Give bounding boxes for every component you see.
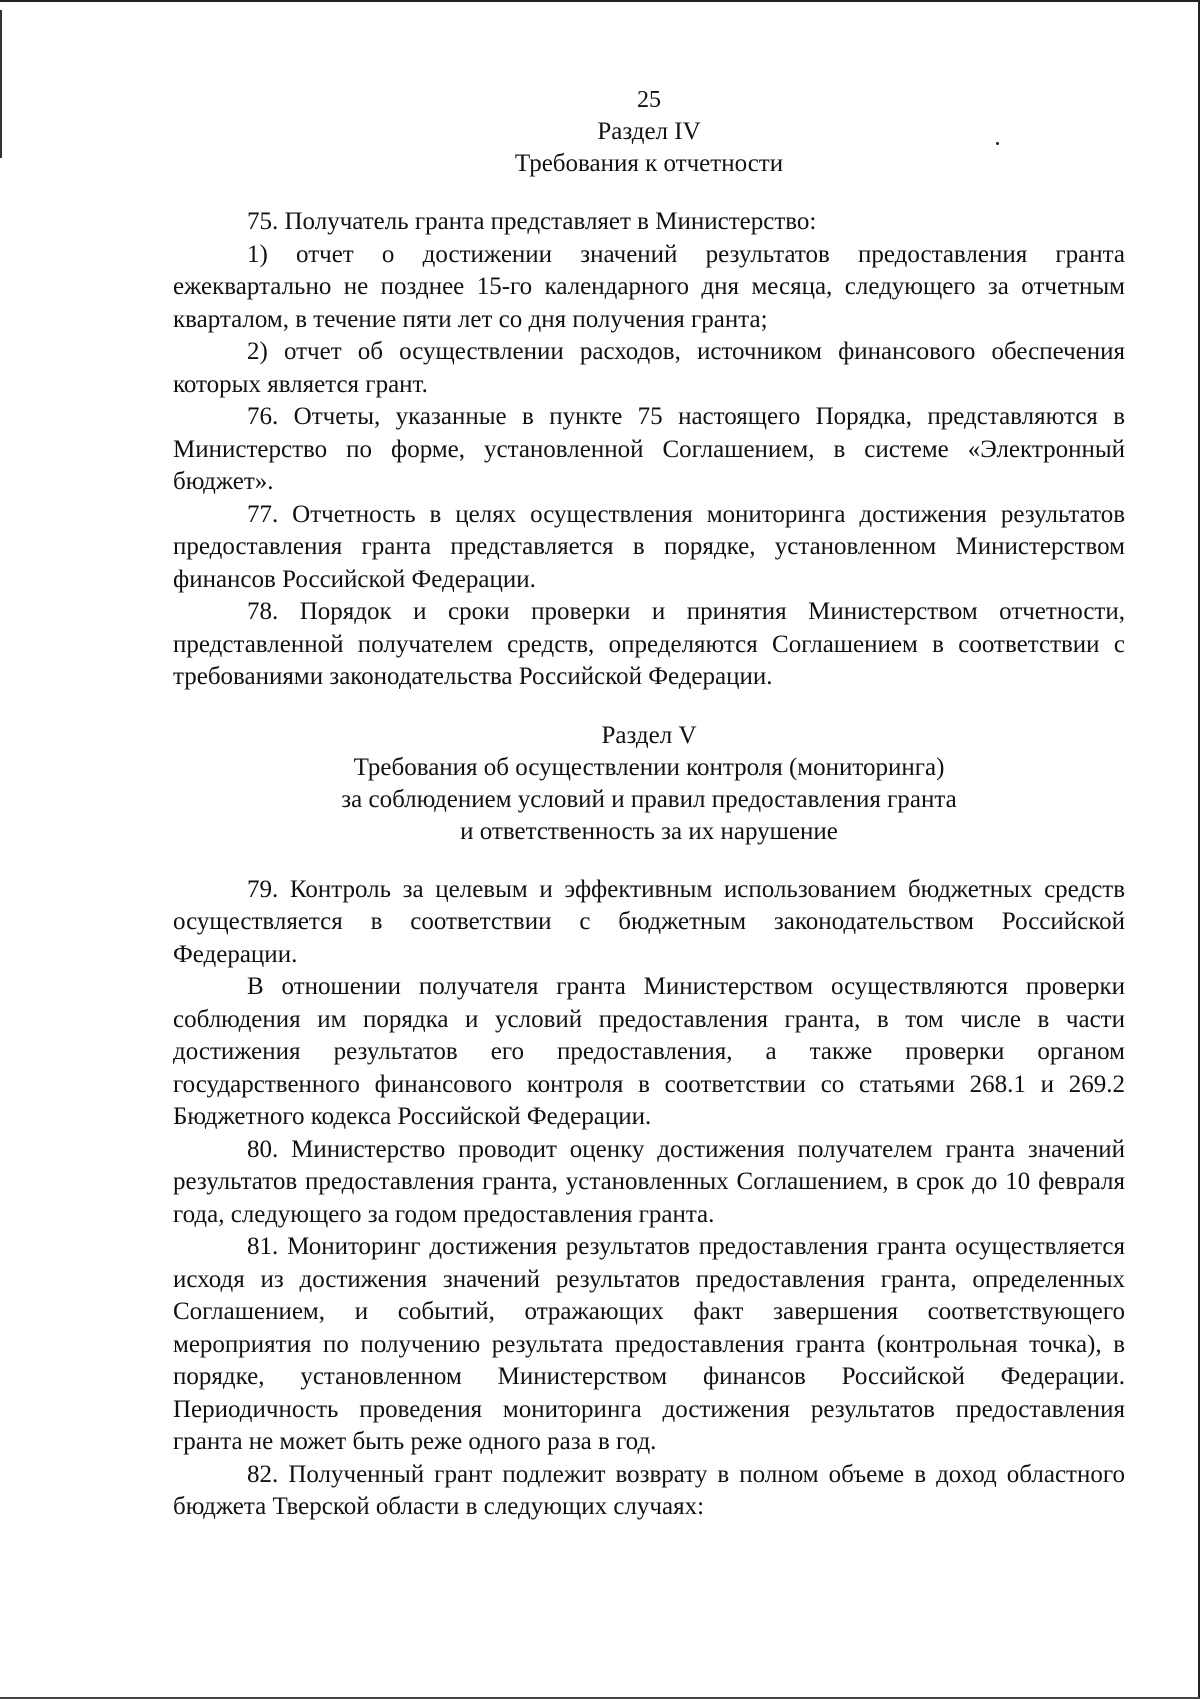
scan-edge-mark (0, 10, 2, 158)
paragraph-80: 80. Министерство проводит оценку достижения получателем гранта значений результатов предоставления гранта, установленных Соглашением, в срок до 10 февраля года, следующего за годом предоставления гранта. (173, 1135, 1125, 1228)
scan-border-top (0, 0, 1200, 2)
section-v-title-line-2: за соблюдением условий и правил предоставления гранта (341, 785, 957, 813)
paragraph-79-inspections: В отношении получателя гранта Министерством осуществляются проверки соблюдения им порядка и условий предоставления гранта, в том числе в части достижения результатов его предоставления, а также проверки органом государственного финансового контроля в соответствии со статьями 268.1 и 269.2 Бюджетного кодекса Российской Федерации. (173, 973, 1125, 1130)
paragraph-75-item-1: 1) отчет о достижении значений результатов предоставления гранта ежеквартально не позднее 15-го календарного дня месяца, следующего за отчетным кварталом, в течение пяти лет со дня получения гранта; (173, 240, 1125, 333)
paragraph-75-item-2: 2) отчет об осуществлении расходов, источником финансового обеспечения которых является грант. (173, 338, 1125, 398)
paragraph-78: 78. Порядок и сроки проверки и принятия Министерством отчетности, представленной получателем средств, определяются Соглашением в соответствии с требованиями законодательства Российской Федерации. (173, 598, 1125, 690)
paragraph-81: 81. Мониторинг достижения результатов предоставления гранта осуществляется исходя из достижения значений результатов предоставления гранта, определенных Соглашением, и событий, отражающих факт завершения соответствующего мероприятия по получению результата предоставления гранта (контрольная точка), в порядке, установленном Министерством финансов Российской Федерации. Периодичность проведения мониторинга достижения результатов предоставления гранта не может быть реже одного раза в год. (173, 1233, 1125, 1455)
section-iv-title: Требования к отчетности (514, 150, 784, 177)
spacer (173, 694, 1125, 720)
paragraph-76: 76. Отчеты, указанные в пункте 75 настоящего Порядка, представляются в Министерство по форме, установленной Соглашением, в системе «Электронный бюджет». (173, 403, 1125, 495)
paragraph-75: 75. Получатель гранта представляет в Министерство: (247, 208, 817, 235)
section-v-title-line-1: Требования об осуществлении контроля (мониторинга) (353, 753, 945, 781)
paragraph-77: 77. Отчетность в целях осуществления мониторинга достижения результатов предоставления гранта представляется в порядке, установленном Министерством финансов Российской Федерации. (173, 500, 1125, 593)
spacer (173, 848, 1125, 874)
document-body (173, 84, 1125, 1524)
section-iv-heading: Раздел IV (597, 118, 701, 145)
section-v-heading: Раздел V (601, 721, 697, 749)
spacer (173, 180, 1125, 206)
paragraph-82: 82. Полученный грант подлежит возврату в полном объеме в доход областного бюджета Тверской области в следующих случаях: (173, 1460, 1125, 1520)
paragraph-79: 79. Контроль за целевым и эффективным использованием бюджетных средств осуществляется в соответствии с бюджетным законодательством Российской Федерации. (173, 875, 1125, 968)
section-v-title-line-3: и ответственность за их нарушение (460, 817, 838, 845)
page-number: 25 (637, 87, 661, 113)
